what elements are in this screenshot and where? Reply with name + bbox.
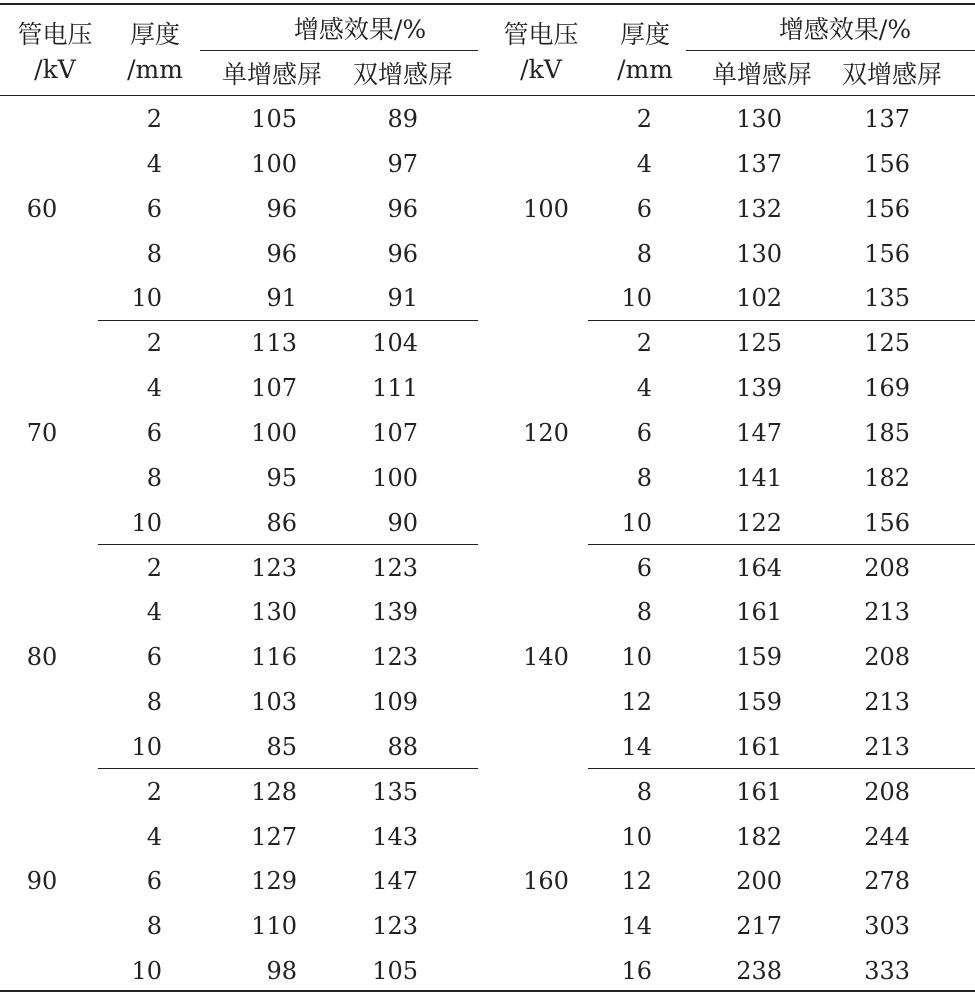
thickness-cell: 14	[621, 912, 652, 941]
thickness-cell: 6	[636, 553, 652, 582]
single-screen-cell: 164	[736, 553, 782, 582]
thickness-cell: 8	[146, 239, 162, 268]
double-screen-cell: 213	[864, 688, 910, 717]
thickness-cell: 10	[131, 957, 162, 986]
thickness-cell: 4	[146, 822, 162, 851]
single-screen-cell: 161	[736, 732, 782, 761]
double-screen-cell: 105	[372, 957, 418, 986]
bottom-rule	[0, 990, 975, 992]
single-screen-cell: 159	[736, 688, 782, 717]
single-screen-cell: 98	[266, 957, 297, 986]
thickness-cell: 2	[146, 329, 162, 358]
voltage-cell: 70	[26, 418, 58, 447]
double-screen-cell: 278	[864, 867, 910, 896]
double-screen-cell: 208	[864, 553, 910, 582]
single-screen-cell: 130	[251, 598, 297, 627]
single-screen-cell: 110	[251, 912, 297, 941]
double-screen-cell: 244	[864, 822, 910, 851]
double-screen-cell: 97	[387, 149, 418, 178]
double-screen-cell: 123	[372, 643, 418, 672]
double-screen-cell: 91	[387, 284, 418, 313]
double-screen-cell: 333	[864, 957, 910, 986]
single-screen-cell: 137	[736, 149, 782, 178]
voltage-cell: 160	[523, 867, 569, 896]
double-screen-cell: 107	[372, 418, 418, 447]
double-screen-cell: 96	[387, 239, 418, 268]
single-screen-cell: 96	[266, 194, 297, 223]
thickness-cell: 6	[636, 194, 652, 223]
thickness-cell: 8	[636, 598, 652, 627]
thickness-cell: 4	[146, 374, 162, 403]
single-screen-cell: 107	[251, 374, 297, 403]
thickness-cell: 6	[146, 867, 162, 896]
single-screen-cell: 113	[251, 329, 297, 358]
thickness-cell: 4	[636, 374, 652, 403]
double-screen-cell: 213	[864, 598, 910, 627]
double-screen-cell: 156	[864, 149, 910, 178]
thickness-cell: 10	[621, 508, 652, 537]
double-screen-cell: 89	[387, 105, 418, 133]
group-rule-left-2	[98, 544, 478, 545]
single-screen-cell: 91	[266, 284, 297, 313]
double-screen-cell: 156	[864, 239, 910, 268]
thickness-cell: 16	[621, 957, 652, 986]
header-effect-right: 增感效果/%	[778, 15, 912, 44]
single-screen-cell: 103	[251, 688, 297, 717]
group-rule-right-2	[588, 544, 975, 545]
single-screen-cell: 182	[736, 822, 782, 851]
voltage-cell: 90	[26, 867, 58, 896]
header-bottom-rule	[0, 95, 975, 96]
double-screen-cell: 125	[864, 329, 910, 358]
thickness-cell: 10	[131, 732, 162, 761]
thickness-cell: 8	[146, 912, 162, 941]
thickness-cell: 8	[146, 463, 162, 492]
double-screen-cell: 143	[372, 822, 418, 851]
thickness-cell: 10	[621, 822, 652, 851]
voltage-cell: 60	[26, 194, 58, 223]
thickness-cell: 10	[131, 284, 162, 313]
single-screen-cell: 139	[736, 374, 782, 403]
thickness-cell: 8	[636, 777, 652, 806]
single-screen-cell: 130	[736, 239, 782, 268]
header-mid-rule-left	[200, 50, 478, 51]
single-screen-cell: 125	[736, 329, 782, 358]
header-single-left: 单增感屏	[221, 60, 323, 89]
single-screen-cell: 100	[251, 149, 297, 178]
group-rule-right-1	[588, 320, 975, 321]
single-screen-cell: 128	[251, 777, 297, 806]
header-single-right: 单增感屏	[711, 60, 813, 89]
voltage-cell: 120	[523, 418, 569, 447]
header-voltage-left: 管电压	[17, 20, 93, 49]
double-screen-cell: 182	[864, 463, 910, 492]
thickness-cell: 14	[621, 732, 652, 761]
group-rule-left-1	[98, 320, 478, 321]
double-screen-cell: 213	[864, 732, 910, 761]
header-double-left: 双增感屏	[352, 60, 454, 89]
double-screen-cell: 100	[372, 463, 418, 492]
double-screen-cell: 135	[864, 284, 910, 313]
header-voltage-right: 管电压	[503, 20, 579, 49]
single-screen-cell: 238	[736, 957, 782, 986]
single-screen-cell: 95	[266, 463, 297, 492]
single-screen-cell: 86	[266, 508, 297, 537]
double-screen-cell: 96	[387, 194, 418, 223]
thickness-cell: 6	[636, 418, 652, 447]
single-screen-cell: 100	[251, 418, 297, 447]
thickness-cell: 2	[146, 553, 162, 582]
thickness-cell: 2	[146, 777, 162, 806]
single-screen-cell: 200	[736, 867, 782, 896]
double-screen-cell: 156	[864, 194, 910, 223]
single-screen-cell: 161	[736, 598, 782, 627]
thickness-cell: 4	[146, 598, 162, 627]
single-screen-cell: 141	[736, 463, 782, 492]
single-screen-cell: 122	[736, 508, 782, 537]
thickness-cell: 4	[636, 149, 652, 178]
header-thickness-unit-right: /mm	[617, 55, 673, 84]
double-screen-cell: 88	[387, 732, 418, 761]
double-screen-cell: 208	[864, 643, 910, 672]
thickness-cell: 8	[146, 688, 162, 717]
thickness-cell: 6	[146, 643, 162, 672]
double-screen-cell: 139	[372, 598, 418, 627]
single-screen-cell: 217	[736, 912, 782, 941]
double-screen-cell: 185	[864, 418, 910, 447]
header-double-right: 双增感屏	[841, 60, 943, 89]
thickness-cell: 12	[621, 688, 652, 717]
voltage-cell: 100	[523, 194, 569, 223]
group-rule-right-3	[588, 768, 975, 769]
single-screen-cell: 85	[266, 732, 297, 761]
single-screen-cell: 130	[736, 105, 782, 133]
header-thickness-unit-left: /mm	[127, 55, 183, 84]
single-screen-cell: 123	[251, 553, 297, 582]
single-screen-cell: 159	[736, 643, 782, 672]
header-thickness-left: 厚度	[129, 20, 181, 49]
thickness-cell: 2	[636, 329, 652, 358]
thickness-cell: 12	[621, 867, 652, 896]
thickness-cell: 4	[146, 149, 162, 178]
double-screen-cell: 137	[864, 105, 910, 133]
double-screen-cell: 123	[372, 553, 418, 582]
header-mid-rule-right	[686, 50, 975, 51]
group-rule-left-3	[98, 768, 478, 769]
double-screen-cell: 111	[372, 374, 418, 403]
thickness-cell: 8	[636, 239, 652, 268]
double-screen-cell: 123	[372, 912, 418, 941]
double-screen-cell: 169	[864, 374, 910, 403]
header-thickness-right: 厚度	[619, 20, 671, 49]
thickness-cell: 10	[131, 508, 162, 537]
single-screen-cell: 116	[251, 643, 297, 672]
double-screen-cell: 109	[372, 688, 418, 717]
single-screen-cell: 127	[251, 822, 297, 851]
single-screen-cell: 132	[736, 194, 782, 223]
single-screen-cell: 147	[736, 418, 782, 447]
double-screen-cell: 156	[864, 508, 910, 537]
single-screen-cell: 102	[736, 284, 782, 313]
thickness-cell: 8	[636, 463, 652, 492]
header-voltage-unit-right: /kV	[520, 55, 562, 84]
thickness-cell: 2	[636, 105, 652, 133]
thickness-cell: 10	[621, 284, 652, 313]
voltage-cell: 140	[523, 643, 569, 672]
single-screen-cell: 105	[251, 105, 297, 133]
single-screen-cell: 161	[736, 777, 782, 806]
header-effect-left: 增感效果/%	[293, 15, 427, 44]
voltage-cell: 80	[26, 643, 58, 672]
thickness-cell: 2	[146, 105, 162, 133]
single-screen-cell: 129	[251, 867, 297, 896]
thickness-cell: 6	[146, 194, 162, 223]
double-screen-cell: 147	[372, 867, 418, 896]
thickness-cell: 10	[621, 643, 652, 672]
top-rule	[0, 3, 975, 5]
double-screen-cell: 303	[864, 912, 910, 941]
single-screen-cell: 96	[266, 239, 297, 268]
header-voltage-unit-left: /kV	[34, 55, 76, 84]
thickness-cell: 6	[146, 418, 162, 447]
double-screen-cell: 135	[372, 777, 418, 806]
double-screen-cell: 208	[864, 777, 910, 806]
double-screen-cell: 90	[387, 508, 418, 537]
double-screen-cell: 104	[372, 329, 418, 358]
